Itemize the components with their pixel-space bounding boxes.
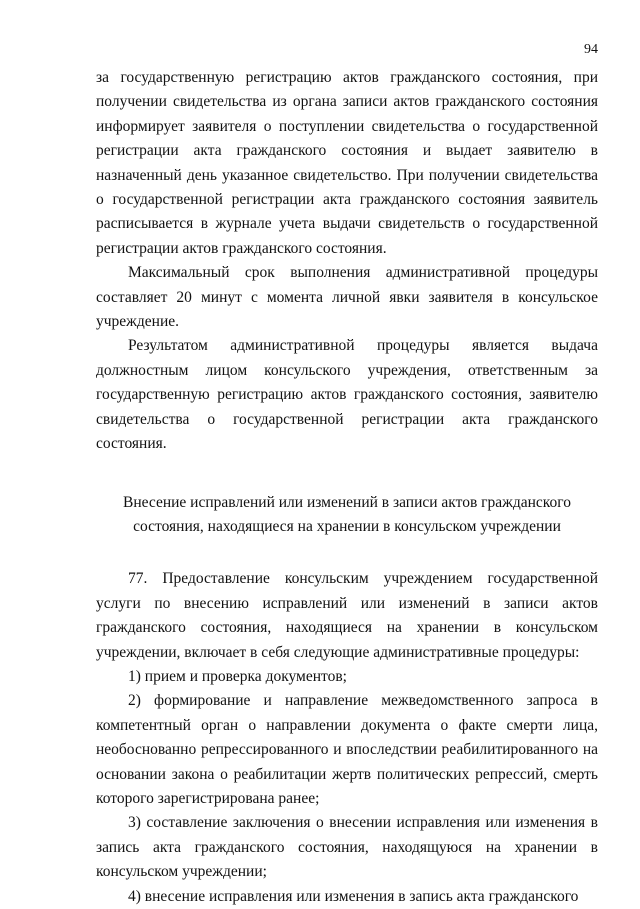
list-item-2: 2) формирование и направление межведомственного запроса в компетентный орган о направлении документа о факте смерти лица, необоснованно репрессированного и впоследствии реабилитированного на основании закона о реабилитации жертв политических репрессий, смерть которого зарегистрирована ранее;	[96, 692, 598, 807]
list-item-4: 4) внесение исправления или изменения в запись акта гражданского	[128, 887, 579, 905]
section-heading	[96, 491, 598, 540]
page-number: 94	[584, 42, 598, 57]
section-heading-line-1: Внесение исправлений или изменений в записи актов гражданского	[122, 493, 571, 511]
document-body	[96, 66, 598, 909]
paragraph-item-77: 77. Предоставление консульским учреждением государственной услуги по внесению исправлений или изменений в записи актов гражданского состояния, находящиеся на хранении в консульском учреждении, включает в себя следующие административные процедуры:	[96, 570, 598, 661]
paragraph-procedure-result: Результатом административной процедуры является выдача должностным лицом консульского учреждения, ответственным за государственную регистрацию актов гражданского состояния, заявителю свидетельства о государственной регистрации акта гражданского состояния.	[96, 337, 598, 453]
paragraph-continuation: за государственную регистрацию актов гражданского состояния, при получении свидетельства из органа записи актов гражданского состояния информирует заявителя о поступлении свидетельства о государственной регистрации акта гражданского состояния и выдает заявителю в назначенный день указанное свидетельство. При получении свидетельства о государственной регистрации акта гражданского состояния заявитель расписывается в журнале учета выдачи свидетельств о государственной регистрации актов гражданского состояния.	[96, 69, 598, 257]
list-item-1: 1) прием и проверка документов;	[128, 667, 347, 685]
paragraph-max-duration: Максимальный срок выполнения административной процедуры составляет 20 минут с момента личной явки заявителя в консульское учреждение.	[96, 264, 598, 331]
list-item-3: 3) составление заключения о внесении исправления или изменения в запись акта гражданского состояния, находящуюся на хранении в консульском учреждении;	[96, 814, 598, 881]
section-heading-line-2: состояния, находящиеся на хранении в консульском учреждении	[133, 517, 561, 535]
